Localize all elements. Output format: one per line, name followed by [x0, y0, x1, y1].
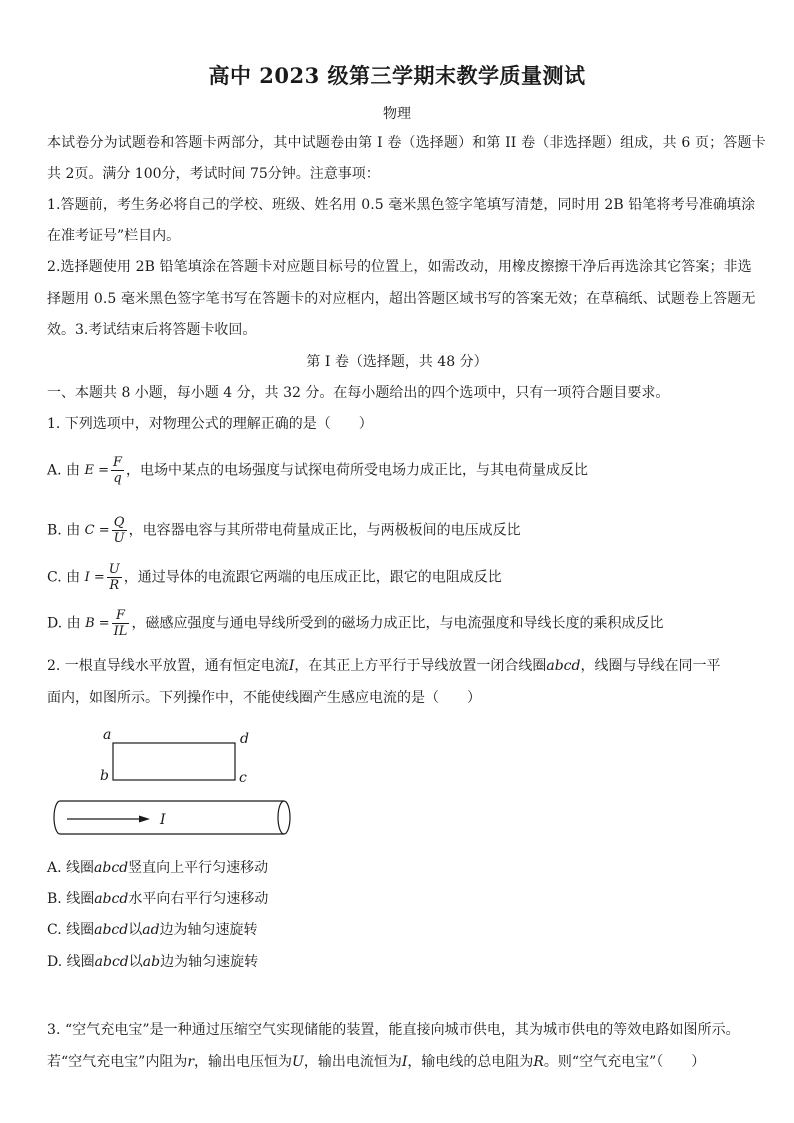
- q1-b-denominator: U: [113, 531, 125, 546]
- q2-b-text: 水平向右平行匀速移动: [128, 891, 269, 907]
- q1-c-prefix: C. 由: [47, 569, 81, 586]
- intro-line-2: 共 2页。满分 100分，考试时间 75分钟。注意事项：: [47, 166, 380, 182]
- section-instruction: 一、本题共 8 小题，每小题 4 分，共 32 分。在每小题给出的四个选项中，只有一项符合题目要求。: [47, 385, 670, 401]
- note-2-line-2: 择题用 0.5 毫米黑色签字笔书写在答题卡的对应框内，超出答题区域书写的答案无效；在草稿纸、试题卷上答题无: [47, 291, 756, 307]
- q2-stem-coil-symbol: abcd: [546, 658, 581, 674]
- coil-label-c: c: [239, 770, 247, 786]
- question-2-stem-line-1: [47, 656, 720, 676]
- q3-part-c: ，输出电流恒为: [303, 1054, 402, 1070]
- coil-rectangle: [113, 743, 235, 780]
- q1-c-text: ，通过导体的电流跟它两端的电压成正比，跟它的电阻成反比: [123, 569, 502, 586]
- note-1-line-2: 在准考证号”栏目内。: [47, 228, 181, 244]
- q1-a-formula-lhs: E =: [84, 462, 109, 478]
- q2-b-coil: abcd: [94, 891, 129, 907]
- section-heading: 第 I 卷（选择题，共 48 分）: [306, 354, 488, 370]
- question-3-stem-line-2: [47, 1052, 705, 1072]
- q1-d-fraction: [112, 608, 130, 639]
- exam-title: 高中 2023 级第三学期末教学质量测试: [208, 63, 586, 88]
- q3-part-e: 。则“空气充电宝”（ ）: [543, 1054, 706, 1070]
- q2-a-prefix: A. 线圈: [47, 860, 95, 876]
- question-2-stem-line-2: 面内，如图所示。下列操作中，不能使线圈产生感应电流的是（ ）: [47, 690, 481, 706]
- q2-stem-part-1: 2. 一根直导线水平放置，通有恒定电流: [47, 658, 289, 674]
- q2-c-text: 边为轴匀速旋转: [159, 922, 258, 938]
- question-3-stem-line-1: 3. “空气充电宝”是一种通过压缩空气实现储能的装置，能直接向城市供电，其为城市供电的等效电路如图所示。: [47, 1022, 740, 1038]
- q2-c-connector: 以: [128, 922, 143, 938]
- q1-b-formula-lhs: C =: [84, 522, 110, 538]
- q3-symbol-r-line: R: [533, 1054, 544, 1070]
- q3-part-d: ，输电线的总电阻为: [407, 1054, 534, 1070]
- wire-body: [54, 801, 284, 834]
- q1-c-formula-lhs: I =: [84, 569, 105, 585]
- q1-a-fraction: [111, 455, 124, 486]
- q2-d-axis: ab: [142, 954, 161, 970]
- q1-a-denominator: q: [113, 471, 122, 486]
- q1-a-numerator: F: [112, 455, 123, 470]
- q2-c-prefix: C. 线圈: [47, 922, 95, 938]
- q2-c-coil: abcd: [94, 922, 129, 938]
- q2-c-axis: ad: [142, 922, 160, 938]
- q3-part-b: ，输出电压恒为: [194, 1054, 293, 1070]
- current-label: I: [160, 812, 166, 828]
- q1-option-a: [47, 455, 588, 486]
- q2-option-c: [47, 920, 258, 940]
- q1-c-fraction: [107, 562, 122, 593]
- q2-stem-part-2: ，在其正上方平行于导线放置一闭合线圈: [294, 658, 547, 674]
- q1-option-c: [47, 562, 502, 593]
- coil-label-b: b: [100, 768, 109, 784]
- coil-label-d: d: [240, 731, 249, 747]
- q1-d-prefix: D. 由: [47, 615, 81, 632]
- q2-stem-part-3: ，线圈与导线在同一平: [580, 658, 721, 674]
- q2-option-d: [47, 952, 258, 972]
- q2-figure: [40, 722, 310, 846]
- q1-d-text: ，磁感应强度与通电导线所受到的磁场力成正比，与电流强度和导线长度的乘积成反比: [131, 615, 664, 632]
- intro-line-1: 本试卷分为试题卷和答题卡两部分，其中试题卷由第 I 卷（选择题）和第 II 卷（非选择题）组成，共 6 页；答题卡: [47, 135, 766, 151]
- q1-c-numerator: U: [108, 562, 120, 577]
- q2-option-a: [47, 858, 268, 878]
- q1-option-b: [47, 515, 521, 546]
- q2-b-prefix: B. 线圈: [47, 891, 95, 907]
- q1-a-prefix: A. 由: [47, 462, 81, 479]
- q1-b-prefix: B. 由: [47, 522, 81, 539]
- q3-symbol-u: U: [292, 1054, 304, 1070]
- q1-b-fraction: [112, 515, 127, 546]
- wire-end-cap: [278, 801, 290, 834]
- coil-label-a: a: [103, 727, 112, 743]
- q3-symbol-i: I: [401, 1054, 408, 1070]
- q1-b-numerator: Q: [112, 515, 127, 531]
- question-1-stem: 1. 下列选项中，对物理公式的理解正确的是（ ）: [47, 416, 373, 432]
- q3-symbol-r: r: [187, 1054, 195, 1070]
- q1-d-denominator: IL: [113, 624, 128, 639]
- q1-c-denominator: R: [109, 578, 120, 593]
- q1-d-formula-lhs: B =: [85, 615, 110, 631]
- q2-a-text: 竖直向上平行匀速移动: [128, 860, 269, 876]
- q1-b-text: ，电容器电容与其所带电荷量成正比，与两极板间的电压成反比: [128, 522, 521, 539]
- q1-a-text: ，电场中某点的电场强度与试探电荷所受电场力成正比，与其电荷量成反比: [126, 462, 589, 479]
- current-arrow-head: [139, 816, 150, 823]
- subject-label: 物理: [383, 106, 411, 122]
- q2-d-prefix: D. 线圈: [47, 954, 95, 970]
- q2-d-text: 边为轴匀速旋转: [160, 954, 259, 970]
- q2-a-coil: abcd: [94, 860, 129, 876]
- q1-d-numerator: F: [112, 608, 130, 624]
- note-2-line-3: 效。3.考试结束后将答题卡收回。: [47, 322, 257, 338]
- note-2-line-1: 2.选择题使用 2B 铅笔填涂在答题卡对应题目标号的位置上，如需改动，用橡皮擦擦干净后再选涂其它答案；非选: [47, 259, 752, 275]
- q1-option-d: [47, 608, 663, 639]
- q2-stem-current-symbol: I: [288, 658, 295, 674]
- q2-d-connector: 以: [128, 954, 143, 970]
- q2-option-b: [47, 889, 268, 909]
- q3-part-a: 若“空气充电宝”内阻为: [47, 1054, 188, 1070]
- note-1-line-1: 1.答题前，考生务必将自己的学校、班级、姓名用 0.5 毫米黑色签字笔填写清楚，同时用 2B 铅笔将考号准确填涂: [47, 197, 756, 213]
- q2-d-coil: abcd: [94, 954, 129, 970]
